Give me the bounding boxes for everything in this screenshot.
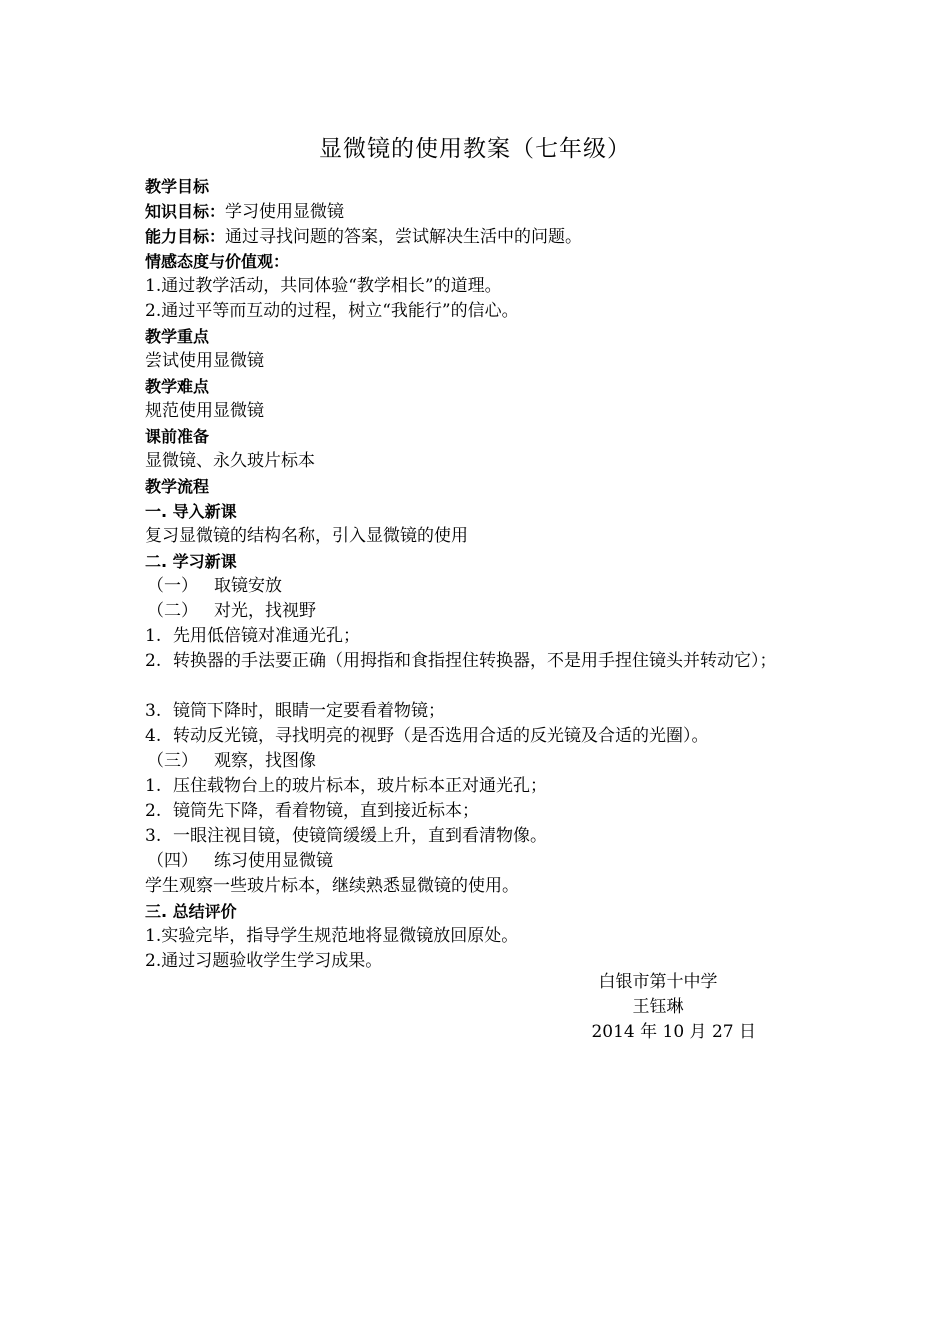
- sub2-paren: （二）: [147, 601, 198, 621]
- step-text: 先用低倍镜对准通光孔；: [173, 626, 360, 646]
- sub2-step: [145, 649, 815, 699]
- signature-school: 白银市第十中学: [598, 972, 718, 992]
- sub3-heading: [145, 749, 815, 774]
- part3-item: 1.实验完毕，指导学生规范地将显微镜放回原处。: [145, 926, 519, 946]
- part2-heading: 二. 学习新课: [145, 552, 237, 571]
- step-number: 2.: [145, 651, 162, 671]
- difficulty-heading: 教学难点: [145, 377, 210, 396]
- sub1-paren: （一）: [147, 576, 198, 596]
- ability-label: 能力目标：: [145, 227, 226, 246]
- step-text: 一眼注视目镜，使镜筒缓缓上升，直到看清物像。: [173, 826, 547, 846]
- sub1-title: 取镜安放: [214, 576, 282, 596]
- step-text: 镜筒先下降，看着物镜，直到接近标本；: [173, 801, 479, 821]
- sub2-step: [145, 624, 815, 649]
- emotion-item: 1.通过教学活动，共同体验“教学相长”的道理。: [145, 276, 502, 296]
- objectives-heading: 教学目标: [145, 177, 210, 196]
- sub4-paren: （四）: [147, 851, 198, 871]
- part3-item: 2.通过习题验收学生学习成果。: [145, 951, 383, 971]
- document-title: 显微镜的使用教案（七年级）: [319, 136, 631, 162]
- sub2-step: [145, 699, 815, 724]
- process-heading: 教学流程: [145, 477, 210, 496]
- step-text: 转换器的手法要正确（用拇指和食指捏住转换器，不是用手捏住镜头并转动它）；: [173, 651, 777, 671]
- step-number: 1.: [145, 626, 162, 646]
- signature-date: 2014 年 10 月 27 日: [591, 1022, 756, 1042]
- sub2-heading: [145, 599, 815, 624]
- ability-objective: [145, 224, 815, 249]
- sub3-step: [145, 799, 815, 824]
- part1-text: 复习显微镜的结构名称，引入显微镜的使用: [145, 526, 468, 546]
- sub4-text: 学生观察一些玻片标本，继续熟悉显微镜的使用。: [145, 876, 519, 896]
- sub3-title: 观察，找图像: [214, 751, 316, 771]
- knowledge-text: 学习使用显微镜: [225, 202, 345, 222]
- step-number: 3.: [145, 701, 162, 721]
- emotion-item: 2.通过平等而互动的过程，树立“我能行”的信心。: [145, 301, 519, 321]
- part1-heading: 一. 导入新课: [145, 502, 237, 521]
- step-number: 3.: [145, 826, 162, 846]
- sub4-heading: [145, 849, 815, 874]
- preparation-text: 显微镜、永久玻片标本: [145, 451, 315, 471]
- document-body: [145, 174, 815, 974]
- ability-text: 通过寻找问题的答案，尝试解决生活中的问题。: [225, 227, 583, 247]
- part3-heading: 三. 总结评价: [145, 902, 237, 921]
- step-number: 1.: [145, 776, 162, 796]
- sub3-paren: （三）: [147, 751, 198, 771]
- sub2-step: [145, 724, 815, 749]
- sub3-step: [145, 824, 815, 849]
- sub3-step: [145, 774, 815, 799]
- sub4-title: 练习使用显微镜: [214, 851, 333, 871]
- step-text: 转动反光镜，寻找明亮的视野（是否选用合适的反光镜及合适的光圈）。: [173, 726, 709, 746]
- knowledge-label: 知识目标：: [145, 202, 226, 221]
- key-point-heading: 教学重点: [145, 327, 210, 346]
- step-text: 压住载物台上的玻片标本，玻片标本正对通光孔；: [173, 776, 547, 796]
- knowledge-objective: [145, 199, 815, 224]
- sub1-heading: [145, 574, 815, 599]
- preparation-heading: 课前准备: [145, 427, 210, 446]
- step-number: 4.: [145, 726, 162, 746]
- signature-block: [560, 970, 756, 1045]
- difficulty-text: 规范使用显微镜: [145, 401, 264, 421]
- key-point-text: 尝试使用显微镜: [145, 351, 264, 371]
- step-text: 镜筒下降时，眼睛一定要看着物镜；: [173, 701, 445, 721]
- signature-author: 王钰琳: [632, 997, 684, 1017]
- step-number: 2.: [145, 801, 162, 821]
- sub2-title: 对光，找视野: [214, 601, 316, 621]
- emotion-label: 情感态度与价值观：: [145, 252, 290, 271]
